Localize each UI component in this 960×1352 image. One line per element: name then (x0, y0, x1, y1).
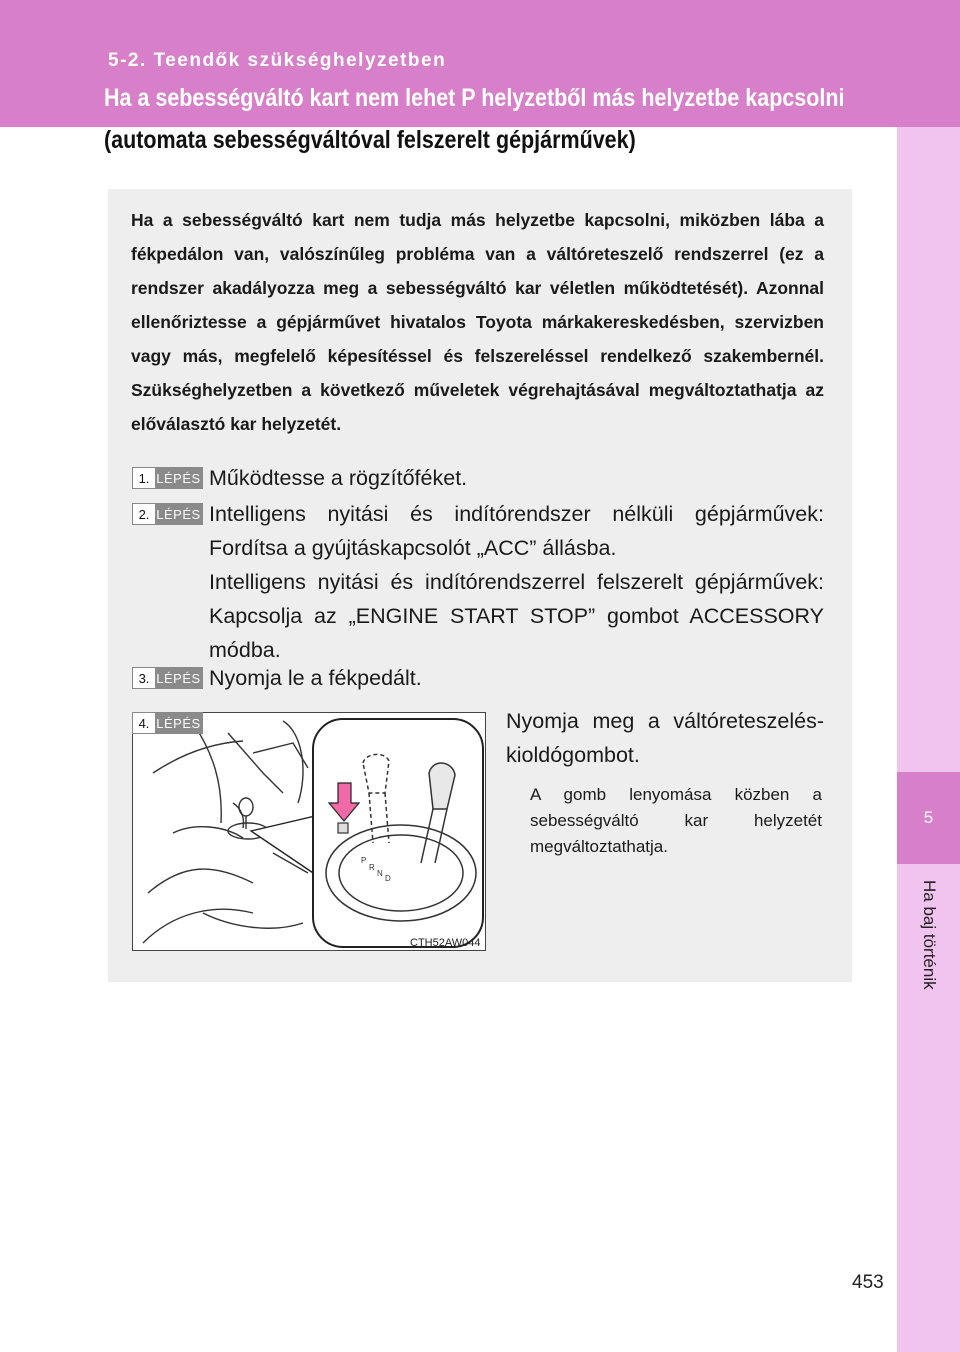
page-subtitle: (automata sebességváltóval felszerelt gépjárművek) (104, 126, 636, 154)
step-label: LÉPÉS (155, 713, 202, 733)
chapter-number-tab[interactable]: 5 (897, 772, 960, 864)
step-badge-4 (132, 712, 203, 734)
svg-text:R: R (369, 863, 375, 872)
step-number: 3. (133, 668, 155, 688)
step-badge-1 (132, 467, 203, 489)
step-3-text: Nyomja le a fékpedált. (209, 666, 422, 690)
step-number: 4. (133, 713, 155, 733)
chapter-title-vertical: Ha baj történik (920, 880, 939, 990)
section-label: 5-2. Teendők szükséghelyzetben (108, 50, 447, 71)
intro-paragraph: Ha a sebességváltó kart nem tudja más helyzetbe kapcsolni, miközben lába a fékpedálon van, valószínűleg probléma van a váltóreteszelő rendszerrel (ez a rendszer akadályozza meg a sebességváltó kar véletlen működtetését). Azonnal ellenőriztesse a gépjárművet hivatalos Toyota márkakereskedésben, szervizben vagy más, megfelelő képesítéssel és felszereléssel rendelkező szakembernél. Szükséghelyzetben a következő műveletek végrehajtásával megváltoztathatja az előválasztó kar helyzetét. (131, 210, 824, 434)
step-2-extra-text: Intelligens nyitási és indítórendszerrel felszerelt gépjárművek: Kapcsolja az „ENGINE START STOP” gombot ACCESSORY módba. (209, 570, 824, 662)
svg-text:P: P (361, 856, 367, 865)
chapter-side-tab (897, 127, 960, 1352)
step-label: LÉPÉS (155, 504, 202, 524)
page-title: Ha a sebességváltó kart nem lehet P helyzetből más helyzetbe kapcsolni (104, 84, 845, 112)
shift-lever-drawing (133, 713, 486, 951)
svg-text:N: N (377, 869, 383, 878)
step-2-text: Intelligens nyitási és indítórendszer nélküli gépjárművek: Fordítsa a gyújtáskapcsolót „ACC” állásba. (209, 502, 824, 560)
svg-text:D: D (385, 874, 391, 883)
step-badge-2 (132, 503, 203, 525)
step-label: LÉPÉS (155, 668, 202, 688)
page-number: 453 (852, 1272, 884, 1293)
step-badge-3 (132, 667, 203, 689)
step-number: 1. (133, 468, 155, 488)
step-4-text: Nyomja meg a váltóreteszelés-kioldógombot. (506, 709, 824, 767)
shift-lock-illustration (132, 712, 486, 951)
step-label: LÉPÉS (155, 468, 202, 488)
step-number: 2. (133, 504, 155, 524)
step-1-text: Működtesse a rögzítőféket. (209, 466, 468, 490)
step-4-note: A gomb lenyomása közben a sebességváltó kar helyzetét megváltoztathatja. (530, 785, 822, 856)
figure-code: CTH52AW044 (410, 937, 481, 949)
